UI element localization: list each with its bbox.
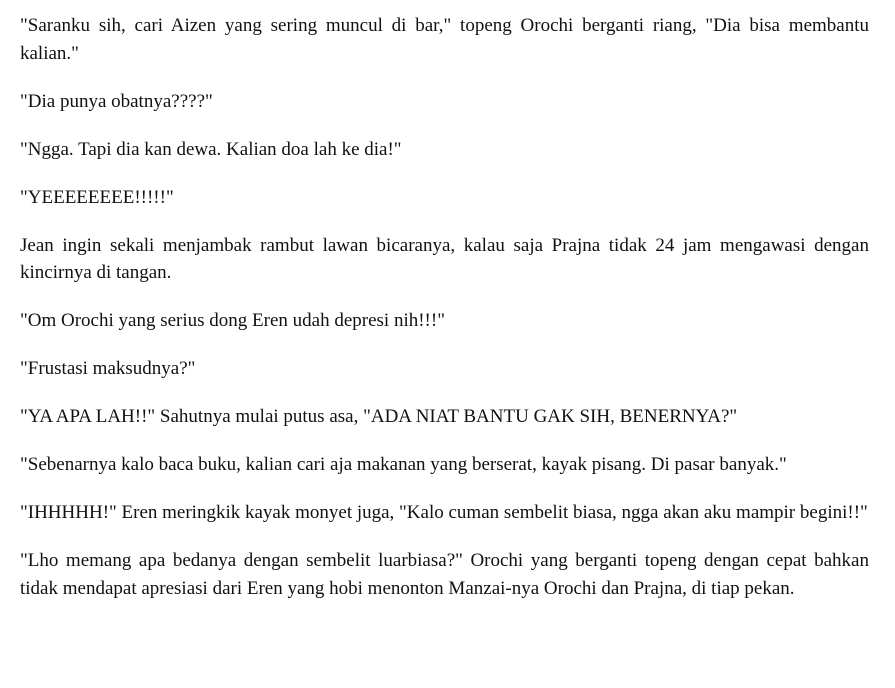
- paragraph-1: "Saranku sih, cari Aizen yang sering muncul di bar," topeng Orochi berganti riang, "Dia bisa membantu kalian.": [20, 15, 869, 64]
- paragraph-5: Jean ingin sekali menjambak rambut lawan bicaranya, kalau saja Prajna tidak 24 jam mengawasi dengan kincirnya di tangan.: [20, 234, 869, 283]
- paragraph-6: "Om Orochi yang serius dong Eren udah depresi nih!!!": [20, 310, 445, 331]
- paragraph-11: "Lho memang apa bedanya dengan sembelit luarbiasa?" Orochi yang berganti topeng dengan cepat bahkan tidak mendapat apresiasi dari Eren yang hobi menonton Manzai-nya Orochi dan Prajna, di tiap pekan.: [20, 550, 869, 599]
- paragraph-4: "YEEEEEEEE!!!!!": [20, 186, 174, 208]
- paragraph-8: "YA APA LAH!!" Sahutnya mulai putus asa, "ADA NIAT BANTU GAK SIH, BENERNYA?": [20, 406, 738, 427]
- paragraph-2: "Dia punya obatnya????": [20, 90, 213, 112]
- paragraph-7: "Frustasi maksudnya?": [20, 358, 196, 379]
- paragraph-10: "IHHHHH!" Eren meringkik kayak monyet juga, "Kalo cuman sembelit biasa, ngga akan aku mampir begini!!": [20, 502, 868, 523]
- paragraph-9: "Sebenarnya kalo baca buku, kalian cari aja makanan yang berserat, kayak pisang. Di pasar banyak.": [20, 454, 787, 475]
- paragraph-3: "Ngga. Tapi dia kan dewa. Kalian doa lah ke dia!": [20, 138, 402, 160]
